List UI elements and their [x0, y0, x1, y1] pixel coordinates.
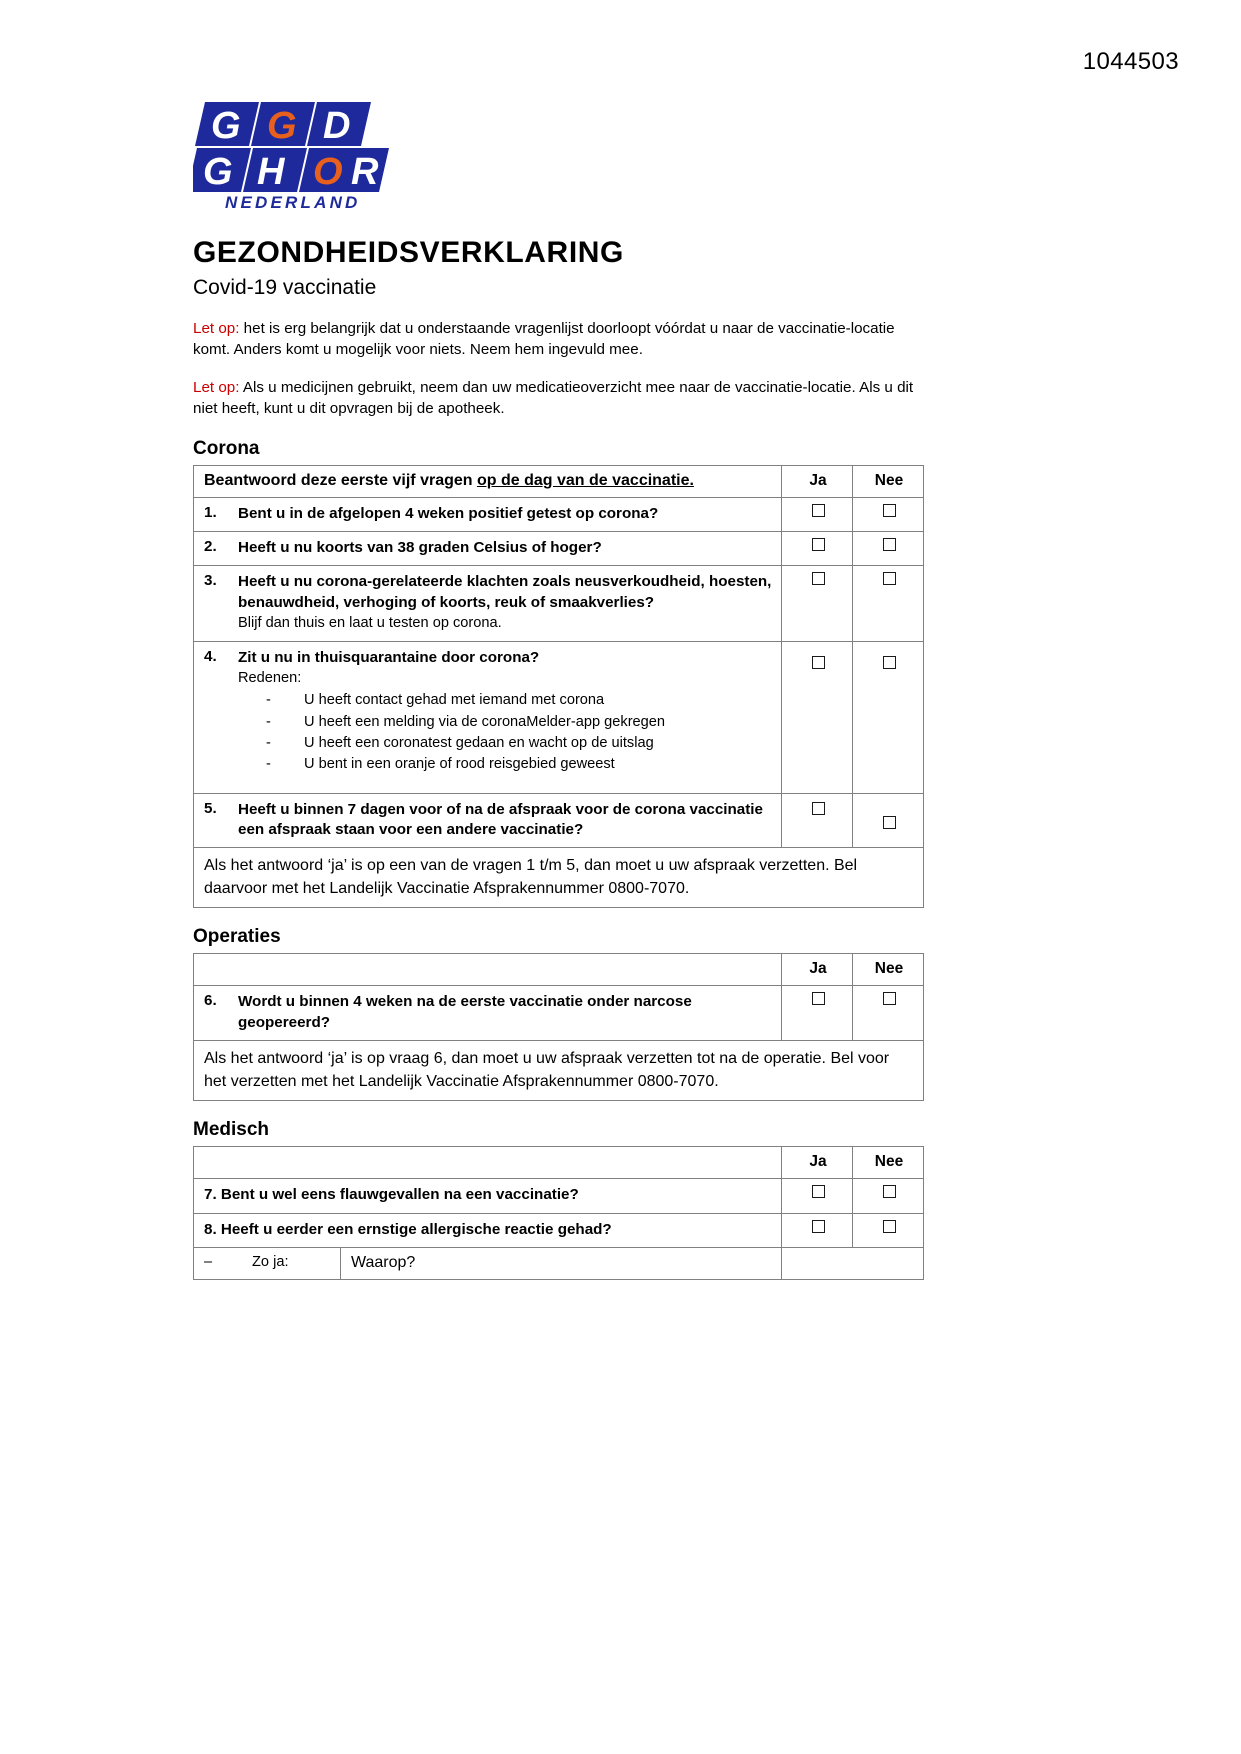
checkbox-icon[interactable] — [883, 1220, 896, 1233]
checkbox-icon[interactable] — [812, 538, 825, 551]
followup-empty-cell — [782, 1248, 924, 1280]
operaties-info-text: Als het antwoord ‘ja’ is op vraag 6, dan moet u uw afspraak verzetten tot na de operatie. Bel voor het verzetten met het Landelijk Vaccinatie Afsprakennummer 0800-7070. — [194, 1040, 924, 1100]
svg-text:O: O — [313, 151, 343, 193]
notice-2-label: Let op: — [193, 378, 240, 396]
medisch-empty-header — [194, 1147, 782, 1179]
question-number-5: 5. — [204, 799, 217, 817]
question-cell-1 — [194, 498, 782, 532]
table-row — [194, 1147, 924, 1179]
question-number-4: 4. — [204, 647, 217, 665]
table-row — [194, 498, 924, 532]
question-cell-5 — [194, 793, 782, 847]
question-sub-3: Blijf dan thuis en laat u testen op corona. — [238, 614, 502, 631]
notice-2 — [193, 377, 923, 420]
list-item: - U heeft een coronatest gedaan en wacht op de uitslag — [266, 733, 773, 754]
question-text-8: 8. Heeft u eerder een ernstige allergische reactie gehad? — [194, 1213, 782, 1248]
page-title: GEZONDHEIDSVERKLARING — [193, 236, 624, 269]
question-text-1: Bent u in de afgelopen 4 weken positief getest op corona? — [238, 505, 659, 522]
column-header-ja: Ja — [782, 1147, 853, 1179]
page-subtitle: Covid-19 vaccinatie — [193, 275, 377, 299]
checkbox-icon[interactable] — [883, 1185, 896, 1198]
table-row — [194, 1179, 924, 1214]
checkbox-cell-nee-5[interactable] — [853, 793, 924, 847]
corona-info-text: Als het antwoord ‘ja’ is op een van de vragen 1 t/m 5, dan moet u uw afspraak verzetten. Bel daarvoor met het Landelijk Vaccinatie Afsprakennummer 0800-7070. — [194, 848, 924, 908]
checkbox-cell-ja-5[interactable] — [782, 793, 853, 847]
checkbox-icon[interactable] — [812, 992, 825, 1005]
question-text-3: Heeft u nu corona-gerelateerde klachten zoals neusverkoudheid, hoesten, benauwdheid, verhoging of koorts, reuk of smaakverlies? — [238, 573, 772, 611]
table-row — [194, 1213, 924, 1248]
question-number-2: 2. — [204, 538, 217, 556]
table-row — [194, 954, 924, 986]
question-cell-6 — [194, 986, 782, 1040]
operaties-table — [193, 953, 924, 1101]
table-row — [194, 793, 924, 847]
checkbox-cell-nee-8[interactable] — [853, 1213, 924, 1248]
question-text-5: Heeft u binnen 7 dagen voor of na de afspraak voor de corona vaccinatie een afspraak staan voor een andere vaccinatie? — [238, 800, 763, 838]
table-row — [194, 641, 924, 793]
corona-instruction-plain: Beantwoord deze eerste vijf vragen — [204, 472, 477, 489]
svg-text:G: G — [267, 105, 297, 147]
followup-prompt: Waarop? — [351, 1254, 416, 1272]
question-text-4: Zit u nu in thuisquarantaine door corona? — [238, 648, 540, 666]
table-row — [194, 848, 924, 908]
section-heading-operaties: Operaties — [193, 926, 281, 948]
question-number-3: 3. — [204, 572, 217, 590]
document-number: 1044503 — [1082, 48, 1179, 75]
svg-text:G: G — [211, 105, 241, 147]
checkbox-cell-ja-2[interactable] — [782, 532, 853, 566]
checkbox-cell-nee-4[interactable] — [853, 641, 924, 793]
table-row — [194, 532, 924, 566]
question-number-1: 1. — [204, 504, 217, 521]
checkbox-cell-nee-2[interactable] — [853, 532, 924, 566]
table-row — [194, 986, 924, 1040]
followup-label-cell — [194, 1248, 341, 1280]
checkbox-cell-ja-7[interactable] — [782, 1179, 853, 1214]
document-content — [193, 100, 923, 1280]
checkbox-icon[interactable] — [812, 572, 825, 585]
table-row — [194, 1248, 924, 1280]
operaties-empty-header — [194, 954, 782, 986]
dash-marker: – — [204, 1254, 213, 1271]
checkbox-icon[interactable] — [883, 992, 896, 1005]
svg-text:H: H — [257, 151, 285, 193]
svg-text:R: R — [351, 151, 379, 193]
checkbox-icon[interactable] — [812, 1185, 825, 1198]
column-header-ja: Ja — [782, 954, 853, 986]
logo-graphic — [193, 100, 393, 212]
list-item: - U bent in een oranje of rood reisgebied geweest — [266, 754, 773, 775]
checkbox-cell-ja-3[interactable] — [782, 566, 853, 641]
question-number-6: 6. — [204, 992, 217, 1010]
question-text-2: Heeft u nu koorts van 38 graden Celsius of hoger? — [238, 539, 602, 557]
question-text-6: Wordt u binnen 4 weken na de eerste vaccinatie onder narcose geopereerd? — [238, 993, 692, 1031]
list-item: - U heeft contact gehad met iemand met corona — [266, 690, 773, 711]
list-item: - U heeft een melding via de coronaMelder-app gekregen — [266, 712, 773, 733]
followup-label: Zo ja: — [252, 1254, 289, 1271]
question-text-7: 7. Bent u wel eens flauwgevallen na een vaccinatie? — [194, 1179, 782, 1214]
checkbox-icon[interactable] — [883, 572, 896, 585]
question-cell-2 — [194, 532, 782, 566]
checkbox-icon[interactable] — [812, 656, 825, 669]
notice-2-text: Als u medicijnen gebruikt, neem dan uw medicatieoverzicht mee naar de vaccinatie-locatie. Als u dit niet heeft, kunt u dit opvragen bij de apotheek. — [193, 378, 914, 418]
column-header-ja: Ja — [782, 466, 853, 498]
corona-instruction-cell — [194, 466, 782, 498]
notice-1-label: Let op: — [193, 319, 240, 337]
svg-text:G: G — [203, 151, 233, 193]
table-row — [194, 466, 924, 498]
svg-text:NEDERLAND: NEDERLAND — [225, 193, 361, 212]
checkbox-cell-nee-6[interactable] — [853, 986, 924, 1040]
table-row — [194, 1040, 924, 1100]
column-header-nee: Nee — [853, 466, 924, 498]
question-cell-4 — [194, 641, 782, 793]
question-4-reasons — [238, 690, 773, 775]
column-header-nee: Nee — [853, 954, 924, 986]
notice-1 — [193, 318, 923, 361]
section-heading-corona: Corona — [193, 438, 260, 459]
checkbox-cell-ja-1[interactable] — [782, 498, 853, 532]
question-sub-4: Redenen: — [238, 669, 302, 686]
svg-text:D: D — [323, 105, 351, 147]
ggd-ghor-logo — [193, 100, 393, 212]
checkbox-cell-nee-3[interactable] — [853, 566, 924, 641]
medisch-table — [193, 1146, 924, 1280]
checkbox-cell-ja-8[interactable] — [782, 1213, 853, 1248]
checkbox-icon[interactable] — [883, 816, 896, 829]
checkbox-icon[interactable] — [812, 504, 825, 517]
checkbox-icon[interactable] — [883, 504, 896, 517]
corona-instruction-underlined: op de dag van de vaccinatie. — [476, 472, 694, 489]
table-row — [194, 566, 924, 641]
checkbox-cell-nee-1[interactable] — [853, 498, 924, 532]
checkbox-cell-ja-6[interactable] — [782, 986, 853, 1040]
checkbox-icon[interactable] — [812, 802, 825, 815]
column-header-nee: Nee — [853, 1147, 924, 1179]
checkbox-cell-nee-7[interactable] — [853, 1179, 924, 1214]
notice-1-text: het is erg belangrijk dat u onderstaande vragenlijst doorloopt vóórdat u naar de vaccinatie-locatie komt. Anders komt u mogelijk voor niets. Neem hem ingevuld mee. — [193, 319, 895, 359]
checkbox-cell-ja-4[interactable] — [782, 641, 853, 793]
corona-table — [193, 465, 924, 908]
checkbox-icon[interactable] — [812, 1220, 825, 1233]
followup-prompt-field[interactable] — [341, 1248, 782, 1280]
checkbox-icon[interactable] — [883, 656, 896, 669]
question-cell-3 — [194, 566, 782, 641]
section-heading-medisch: Medisch — [193, 1119, 270, 1141]
checkbox-icon[interactable] — [883, 538, 896, 551]
